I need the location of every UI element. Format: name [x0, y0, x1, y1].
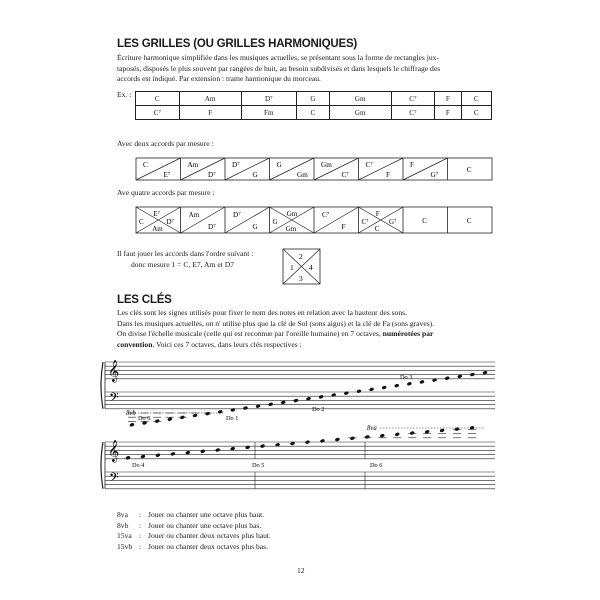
- legend-sep: :: [139, 531, 142, 540]
- two-chords-label: Avec deux accords par mesure :: [117, 139, 214, 148]
- octave-marking: 8vb: [126, 410, 136, 417]
- order-text-2: donc mesure 1 = C, E7, Am et D7: [131, 260, 234, 269]
- chord-label: C: [466, 166, 472, 174]
- note-head: [230, 408, 235, 413]
- bass-clef-icon: 𝄢: [109, 392, 119, 408]
- chord-label: C⁷: [341, 171, 349, 179]
- octave-label: Do 6: [370, 462, 383, 469]
- cles-paragraph: [117, 308, 489, 350]
- chord-label-bottom: Gm: [285, 225, 297, 233]
- note-head: [356, 389, 361, 394]
- grid-cell: C: [136, 92, 180, 106]
- cles-line-4-bold: convention: [117, 339, 153, 349]
- chord-label: C⁷: [365, 161, 373, 169]
- note-head: [344, 391, 349, 396]
- order-text-1: Il faut jouer les accords dans l'ordre suivant :: [117, 249, 254, 258]
- chord-label: G: [252, 223, 258, 231]
- cles-line-3: [117, 329, 489, 340]
- chord-label-right: D⁷: [166, 218, 174, 226]
- note-head: [185, 450, 190, 455]
- chord-label-bottom: Am: [152, 225, 163, 233]
- grid-cell: C: [461, 106, 491, 120]
- legend-text: Jouer ou chanter deux octaves plus haut.: [148, 531, 271, 540]
- four-chords-grid: [135, 206, 493, 234]
- chord-label: D⁷: [232, 161, 240, 169]
- note-head: [281, 400, 286, 405]
- chord-label: C: [143, 161, 148, 169]
- octave-label: Do 5: [252, 462, 265, 469]
- note-head: [380, 433, 385, 438]
- section-title-cles: LES CLÉS: [117, 294, 172, 306]
- chord-label: E⁷: [163, 171, 171, 179]
- note-head: [320, 439, 325, 444]
- chord-label-left: C⁷: [361, 218, 369, 226]
- note-head: [395, 432, 400, 437]
- note-head: [470, 372, 475, 377]
- chord-label-bottom: C: [374, 225, 380, 233]
- two-chords-grid: [135, 157, 493, 181]
- chord-label: F: [410, 161, 414, 169]
- grid-cell: Am: [179, 92, 241, 106]
- note-head: [482, 370, 487, 375]
- octave-marking: 8va: [367, 425, 377, 432]
- chord-label: C: [422, 217, 428, 225]
- chord-label: Gm: [297, 171, 308, 179]
- four-chords-label: Ave quatre accords par mesure :: [117, 188, 215, 197]
- note-head: [215, 448, 220, 453]
- bass-clef-icon: 𝄢: [109, 472, 119, 488]
- note-head: [218, 409, 223, 414]
- grid-cell: C: [461, 92, 491, 106]
- octave-label: Do 0: [138, 415, 151, 422]
- note-head: [268, 402, 273, 407]
- grid-cell: F: [435, 92, 461, 106]
- example-label: Ex. :: [117, 90, 132, 99]
- octave-label: Do 3: [400, 374, 413, 381]
- legend-abbr: 15va: [117, 531, 132, 540]
- note-head: [125, 456, 130, 461]
- chord-label-left: G: [272, 218, 278, 226]
- treble-clef-icon: 𝄞: [108, 361, 120, 382]
- note-head: [432, 378, 437, 383]
- chord-label: C: [466, 217, 472, 225]
- chord-label: G⁷: [430, 171, 439, 179]
- grid-cell: Fm: [241, 106, 297, 120]
- note-head: [318, 395, 323, 400]
- grid-cell: G: [297, 92, 330, 106]
- note-head: [243, 406, 248, 411]
- chord-label-right: G⁷: [389, 218, 397, 226]
- note-head: [192, 413, 197, 418]
- note-head: [394, 383, 399, 388]
- note-head: [350, 436, 355, 441]
- chord-label: G: [252, 171, 258, 179]
- legend-abbr: 8va: [117, 510, 128, 519]
- note-head: [167, 417, 172, 422]
- note-head: [407, 381, 412, 386]
- note-head: [331, 393, 336, 398]
- cles-line-3-bold: numérotées par: [382, 329, 434, 339]
- grid-cell: Gm: [329, 106, 391, 120]
- order-number-2: 2: [299, 252, 303, 261]
- cles-line-4-text: . Voici ces 7 octaves, dans leurs clés respectives :: [152, 339, 302, 349]
- note-head: [260, 444, 265, 449]
- grid-cell: C: [297, 106, 330, 120]
- page-number: 12: [297, 566, 305, 575]
- note-head: [205, 411, 210, 416]
- brace-icon: [101, 362, 103, 409]
- chord-label: Am: [188, 211, 200, 219]
- chord-label: D⁷: [208, 223, 216, 231]
- legend-sep: :: [139, 541, 142, 551]
- chord-label: G: [276, 161, 282, 169]
- grilles-line-1: Écriture harmonique simplifiée dans les musiques actuelles, se présentant sous la forme de rectangles jux-: [117, 53, 440, 62]
- octave-label: Do 2: [312, 406, 325, 413]
- chord-label: Am: [187, 161, 199, 169]
- chord-label-top: Gm: [286, 210, 298, 218]
- chord-label: F: [386, 171, 390, 179]
- legend-abbr: 8vb: [117, 520, 129, 530]
- note-head: [170, 452, 175, 457]
- chord-label: F: [341, 223, 346, 231]
- legend-text: Jouer ou chanter une octave plus bas.: [148, 520, 262, 530]
- cles-line-3-text: On divise l'échelle musicale (celle qui est reconnue par l'oreille humaine) en 7 octaves,: [117, 329, 383, 339]
- treble-clef-icon: 𝄞: [108, 441, 120, 462]
- note-head: [305, 440, 310, 445]
- grid-cell: C⁷: [391, 92, 435, 106]
- order-number-1: 1: [290, 263, 294, 272]
- order-number-3: 3: [299, 274, 303, 283]
- octave-label: Do 1: [226, 415, 239, 422]
- chord-label: C⁷: [322, 211, 330, 219]
- note-head: [444, 376, 449, 381]
- note-head: [409, 431, 414, 436]
- grid-cell: F: [435, 106, 461, 120]
- brace-icon: [101, 442, 103, 489]
- legend-sep: :: [139, 510, 142, 519]
- note-head: [293, 398, 298, 403]
- section-title-grilles: LES GRILLES (OU GRILLES HARMONIQUES): [117, 38, 358, 50]
- cles-line-2: Dans les musiques actuelles, on n' utilise plus que la clé de Sol (sons aigus) et la clé de Fa (sons graves).: [117, 318, 435, 328]
- order-number-4: 4: [309, 263, 313, 272]
- order-diagram: [282, 248, 322, 286]
- grid-cell: C⁷: [136, 106, 180, 120]
- note-head: [365, 435, 370, 440]
- harmonic-grid-example: [135, 91, 492, 120]
- cles-line-1: Les clés sont les signes utilisés pour fixer le nom des notes en relation avec la hauteur des sons.: [117, 308, 407, 317]
- grilles-line-2: taposés, disposés le plus souvent par rangées de huit, au besoin subdivisés et dans lesquels le chiffrage des: [117, 63, 441, 73]
- legend-sep: :: [139, 520, 142, 530]
- legend-abbr: 15vb: [117, 541, 133, 551]
- note-head: [245, 445, 250, 450]
- grilles-line-3: accords est indiqué. Par extension : trame harmonique du morceau.: [117, 74, 321, 84]
- grid-cell: D⁷: [241, 92, 297, 106]
- grid-cell: F: [179, 106, 241, 120]
- note-head: [155, 453, 160, 458]
- chord-label: D⁷: [233, 211, 241, 219]
- chord-label: Gm: [321, 161, 332, 169]
- note-head: [369, 387, 374, 392]
- legend-text: Jouer ou chanter deux octaves plus bas.: [148, 541, 268, 551]
- note-head: [381, 385, 386, 390]
- octave-label: Do 4: [132, 462, 145, 469]
- note-head: [200, 449, 205, 454]
- note-head: [439, 428, 444, 433]
- chord-label-top: E⁷: [153, 210, 160, 218]
- chord-label: D⁷: [208, 171, 216, 179]
- grid-cell: Gm: [329, 92, 391, 106]
- note-head: [419, 380, 424, 385]
- music-staff-system-1: [100, 348, 500, 428]
- legend-text: Jouer ou chanter une octave plus haut.: [148, 510, 265, 519]
- grilles-paragraph: [117, 53, 489, 85]
- music-staff-system-2: [100, 422, 500, 502]
- note-head: [335, 437, 340, 442]
- grid-cell: C⁷: [391, 106, 435, 120]
- chord-label-left: C: [139, 218, 144, 226]
- chord-label-top: F: [375, 210, 380, 218]
